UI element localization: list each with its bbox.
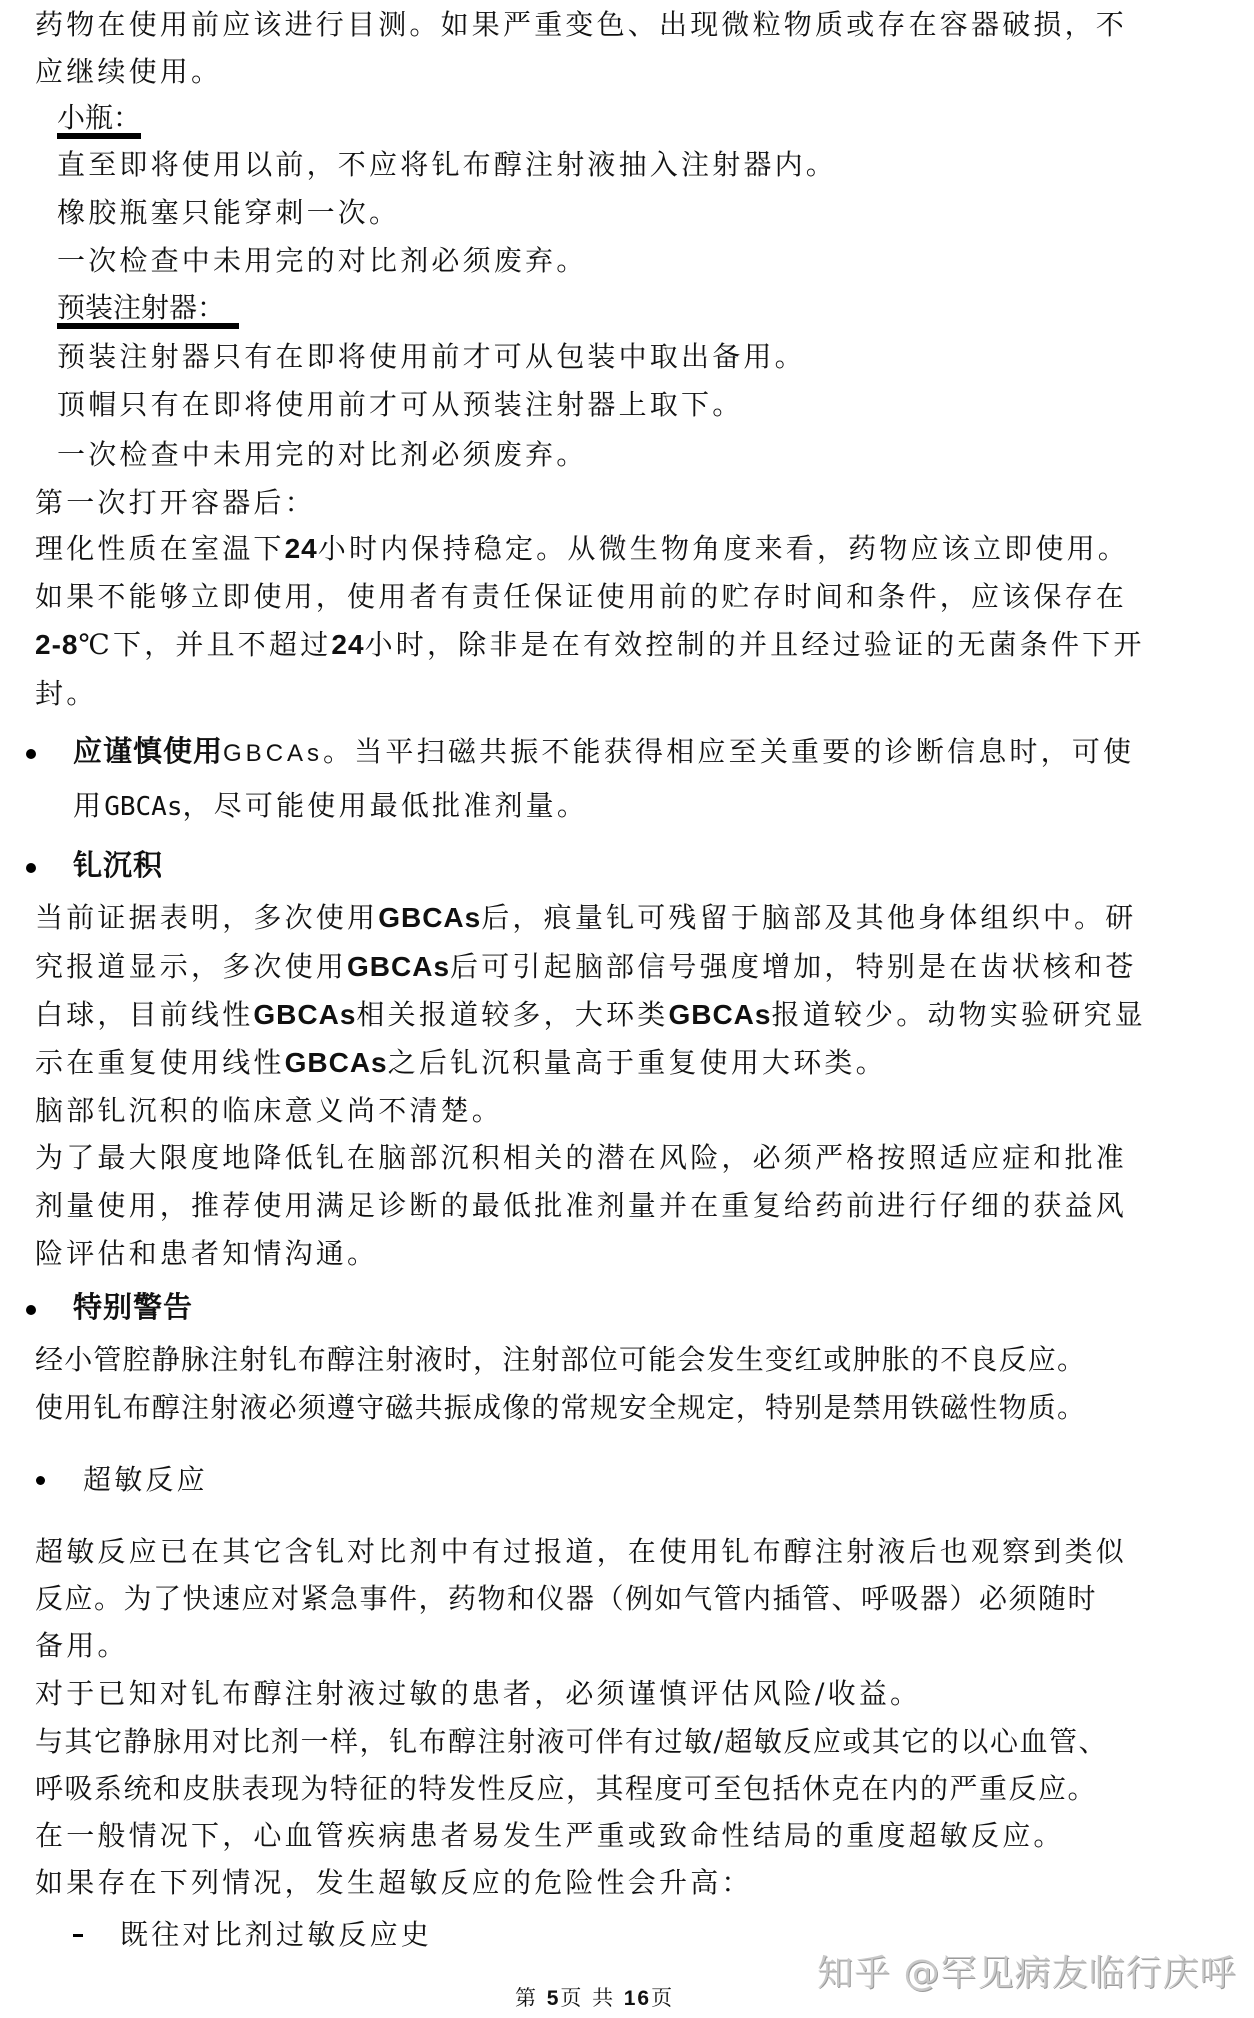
text-run: ℃下，并且不超过 (78, 628, 332, 661)
after-opening-line-4: 封。 (35, 677, 98, 710)
hyper-p1-line-2: 反应。为了快速应对紧急事件，药物和仪器（例如气管内插管、呼吸器）必须随时 (35, 1582, 1098, 1615)
footer-total-word: 共 (592, 1986, 616, 2010)
text-run: 报道较少。动物实验研究显 (771, 998, 1146, 1031)
current-page-number: 5 (546, 1987, 561, 2010)
gd-p1-line-3 (35, 998, 1146, 1032)
gd-p3-line-1: 为了最大限度地降低钆在脑部沉积相关的潜在风险，必须严格按照适应症和批准 (35, 1141, 1128, 1174)
abbr-gbcas: GBCAs (284, 1047, 388, 1078)
hyper-p3-line-2: 呼吸系统和皮肤表现为特征的特发性反应，其程度可至包括休克在内的严重反应。 (35, 1772, 1098, 1805)
page-footer (515, 1982, 674, 2012)
hyper-p4: 在一般情况下，心血管疾病患者易发生严重或致命性结局的重度超敏反应。 (35, 1819, 1065, 1852)
hyper-p1-line-3: 备用。 (35, 1629, 129, 1662)
hyper-p3-line-1: 与其它静脉用对比剂一样，钆布醇注射液可伴有过敏/超敏反应或其它的以心血管、 (35, 1725, 1108, 1758)
hyper-p2: 对于已知对钆布醇注射液过敏的患者，必须谨慎评估风险/收益。 (35, 1677, 922, 1710)
caution-bold: 应谨慎使用 (73, 734, 224, 768)
bullet-icon (26, 1305, 36, 1315)
vial-item-3: 一次检查中未用完的对比剂必须废弃。 (57, 244, 588, 277)
text-run: 后，痕量钆可残留于脑部及其他身体组织中。研 (481, 901, 1137, 934)
total-pages-number: 16 (623, 1987, 652, 2010)
after-opening-heading: 第一次打开容器后： (35, 486, 316, 519)
text-run: 相关报道较多，大环类 (356, 998, 669, 1031)
syringe-heading-text: 预装注射器： (57, 293, 239, 329)
vial-heading (57, 101, 141, 139)
footer-page-word: 页 (560, 1986, 584, 2010)
text-run: 究报道显示，多次使用 (35, 950, 348, 983)
abbr-gbcas: GBCAs (347, 951, 451, 982)
vial-item-2: 橡胶瓶塞只能穿刺一次。 (57, 196, 401, 229)
after-opening-line-3 (35, 628, 1145, 662)
vial-item-1: 直至即将使用以前，不应将钆布醇注射液抽入注射器内。 (57, 148, 838, 181)
caution-line-2 (73, 789, 588, 824)
footer-prefix: 第 (515, 1986, 538, 2010)
footer-suffix: 页 (651, 1986, 675, 2010)
text-run: 白球，目前线性 (35, 998, 254, 1031)
number-24: 24 (331, 629, 365, 660)
intro-line-2: 应继续使用。 (35, 55, 223, 88)
syringe-item-1: 预装注射器只有在即将使用前才可从包装中取出备用。 (57, 340, 806, 373)
gd-p3-line-3: 险评估和患者知情沟通。 (35, 1237, 379, 1270)
text-run: 之后钆沉积量高于重复使用大环类。 (387, 1046, 887, 1079)
risk-item-1: 既往对比剂过敏反应史 (120, 1918, 433, 1951)
text-run: 后可引起脑部信号强度增加，特别是在齿状核和苍 (450, 950, 1137, 983)
text-run: 小时内保持稳定。从微生物角度来看，药物应该立即使用。 (317, 532, 1129, 565)
abbr-gbcas: GBCAs (668, 999, 772, 1030)
gd-p1-line-4 (35, 1046, 887, 1080)
bullet-icon (26, 749, 36, 759)
syringe-item-3: 一次检查中未用完的对比剂必须废弃。 (57, 438, 588, 471)
abbr-gbcas: GBCAs (104, 792, 183, 822)
text-run: 理化性质在室温下 (35, 532, 285, 565)
gd-p3-line-2: 剂量使用，推荐使用满足诊断的最低批准剂量并在重复给药前进行仔细的获益风 (35, 1189, 1128, 1222)
text-run: 。当平扫磁共振不能获得相应至关重要的诊断信息时，可使 (323, 735, 1135, 768)
warning-line-2: 使用钆布醇注射液必须遵守磁共振成像的常规安全规定，特别是禁用铁磁性物质。 (35, 1391, 1087, 1424)
syringe-heading (57, 291, 239, 329)
text-run: 用 (73, 789, 105, 822)
text-run: 示在重复使用线性 (35, 1046, 285, 1079)
section-heading-hypersensitivity: 超敏反应 (83, 1463, 208, 1496)
hyper-p5: 如果存在下列情况，发生超敏反应的危险性会升高： (35, 1866, 753, 1899)
syringe-item-2: 顶帽只有在即将使用前才可从预装注射器上取下。 (57, 388, 744, 421)
section-heading-gadolinium: 钆沉积 (73, 848, 164, 882)
warning-line-1: 经小管腔静脉注射钆布醇注射液时，注射部位可能会发生变红或肿胀的不良反应。 (35, 1343, 1087, 1376)
abbr-gbcas: GBCAs (253, 999, 357, 1030)
abbr-gbcas: GBCAs (378, 902, 482, 933)
section-heading-special-warnings: 特别警告 (73, 1290, 194, 1324)
text-run: ，尽可能使用最低批准剂量。 (182, 789, 589, 822)
vial-heading-text: 小瓶： (57, 103, 141, 139)
gd-p1-line-2 (35, 950, 1136, 984)
gd-p2: 脑部钆沉积的临床意义尚不清楚。 (35, 1094, 504, 1127)
gd-p1-line-1 (35, 901, 1136, 935)
text-run: 小时，除非是在有效控制的并且经过验证的无菌条件下开 (364, 628, 1145, 661)
abbr-gbcas: GBCAs (223, 740, 324, 767)
dash-bullet-icon (73, 1934, 83, 1937)
temperature-range: 2-8 (35, 629, 79, 660)
bullet-icon (36, 1476, 45, 1485)
after-opening-line-1 (35, 532, 1129, 566)
intro-line-1: 药物在使用前应该进行目测。如果严重变色、出现微粒物质或存在容器破损，不 (35, 8, 1128, 41)
caution-line-1 (73, 734, 1134, 771)
watermark: 知乎 @罕见病友临行庆呼 (817, 1953, 1237, 1994)
after-opening-line-2: 如果不能够立即使用，使用者有责任保证使用前的贮存时间和条件，应该保存在 (35, 580, 1128, 613)
bullet-icon (26, 863, 36, 873)
text-run: 当前证据表明，多次使用 (35, 901, 379, 934)
number-24: 24 (284, 533, 318, 564)
hyper-p1-line-1: 超敏反应已在其它含钆对比剂中有过报道，在使用钆布醇注射液后也观察到类似 (35, 1535, 1128, 1568)
